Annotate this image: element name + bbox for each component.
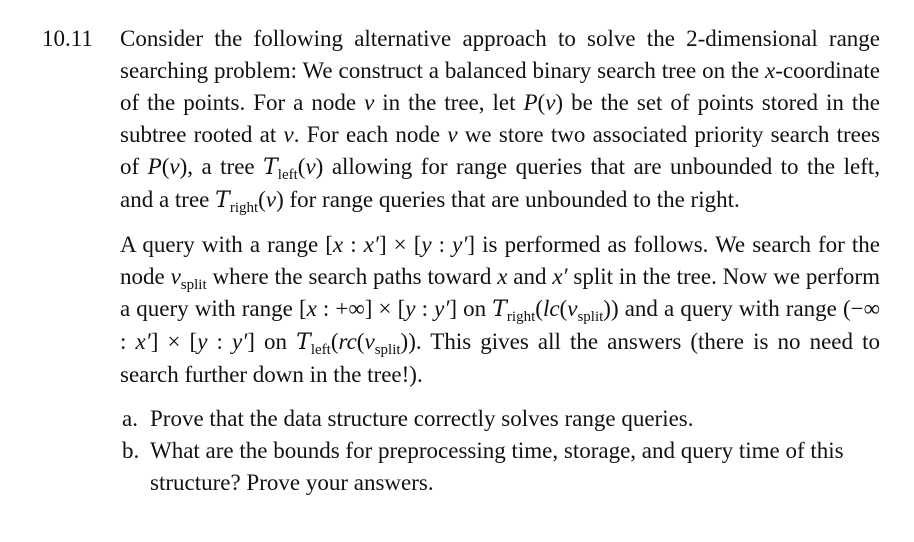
- para2-math-symbol: y: [197, 329, 208, 354]
- para1-text-run: (: [297, 154, 306, 179]
- para2-math-symbol: y: [405, 296, 416, 321]
- para1-text-run: ): [315, 154, 324, 179]
- para2-text-run: and a query with range (−∞ :: [120, 296, 880, 354]
- para2-text-run: (: [330, 329, 339, 354]
- para1-text-run: (: [537, 90, 546, 115]
- para1-text-run: Consider the following alternative approach to solve the 2-dimensional range searching problem: We construct a balanced binary search tree on the: [120, 26, 880, 83]
- para2-text-run: ]: [449, 296, 458, 321]
- para2-text-run: ]: [247, 329, 255, 354]
- para1-text-run: (: [258, 187, 266, 212]
- para1-tree-symbol: T: [215, 188, 230, 213]
- para2-subscript: left: [310, 342, 331, 358]
- para2-text-run: (: [559, 296, 568, 321]
- para2-math-symbol: ν: [364, 329, 375, 354]
- exercise-paragraph-2: [120, 229, 880, 391]
- para2-text-run: A query with a range [: [120, 232, 333, 257]
- para2-text-run: where the search paths toward: [206, 264, 498, 289]
- para2-tree-symbol: T: [296, 330, 311, 355]
- para2-math-symbol: y′: [452, 232, 468, 257]
- para2-text-run: (: [535, 296, 543, 321]
- para1-math-symbol: ν: [305, 154, 316, 179]
- para2-text-run: :: [343, 232, 364, 257]
- para2-math-symbol: y′: [434, 296, 450, 321]
- para2-text-run: : +∞] × [: [316, 296, 406, 321]
- exercise-body: [120, 23, 880, 499]
- para2-text-run: . This gives all the answers (there is no need to search further down in the tree!).: [120, 329, 881, 387]
- para1-text-run: we store two associated priority search trees of: [120, 122, 881, 179]
- para2-text-run: on: [457, 296, 493, 321]
- para1-math-symbol: ν: [169, 154, 180, 179]
- item-label: a.: [122, 406, 138, 431]
- para1-text-run: . For each node: [293, 122, 448, 147]
- para1-tree-symbol: T: [263, 155, 278, 180]
- para2-subscript: split: [577, 309, 604, 325]
- para2-tree-symbol: T: [492, 297, 507, 322]
- para2-text-run: split in the tree. Now we perform a query with range [: [120, 264, 880, 321]
- para2-math-symbol: x: [332, 232, 344, 257]
- para2-text-run: :: [207, 329, 233, 354]
- para2-math-symbol: x′: [135, 329, 151, 354]
- para1-text-run: in the tree, let: [374, 90, 524, 115]
- para2-text-run: and: [507, 264, 553, 289]
- para2-text-run: :: [431, 232, 453, 257]
- para1-math-symbol: ν: [364, 90, 375, 115]
- para1-math-symbol: P: [147, 154, 162, 179]
- exercise-number: 10.11: [42, 26, 93, 51]
- para1-math-symbol: x: [765, 58, 776, 83]
- para2-math-symbol: x′: [363, 232, 379, 257]
- para1-math-symbol: ν: [283, 122, 294, 147]
- para2-text-run: )): [400, 329, 416, 354]
- exercise-paragraph-1: [120, 23, 880, 217]
- para2-math-symbol: y: [421, 232, 432, 257]
- para2-math-symbol: rc: [338, 329, 357, 354]
- para1-text-run: be the set of points stored in the subtree rooted at: [120, 90, 880, 147]
- para1-math-symbol: ν: [447, 122, 458, 147]
- para1-math-symbol: ν: [265, 187, 277, 212]
- para1-text-run: -coordinate of the points. For a node: [120, 58, 880, 115]
- para2-text-run: :: [415, 296, 435, 321]
- para2-math-symbol: ν: [567, 296, 578, 321]
- para2-text-run: ] × [: [150, 329, 198, 354]
- item-text: What are the bounds for preprocessing time, storage, and query time of this structure? Prove your answers.: [150, 438, 844, 495]
- para2-math-symbol: y′: [232, 329, 248, 354]
- para1-text-run: (: [161, 154, 170, 179]
- item-label: b.: [122, 438, 140, 463]
- para2-subscript: split: [180, 277, 207, 293]
- exercise-item-a: [120, 403, 880, 435]
- para1-text-run: ): [276, 187, 284, 212]
- para2-text-run: on: [254, 329, 297, 354]
- para2-math-symbol: lc: [542, 296, 560, 321]
- para2-text-run: ]: [467, 232, 476, 257]
- para1-math-symbol: ν: [545, 90, 556, 115]
- para2-text-run: )): [603, 296, 619, 321]
- para2-text-run: (: [356, 329, 365, 354]
- para2-subscript: right: [506, 309, 536, 325]
- para2-math-symbol: x: [497, 264, 508, 289]
- exercise-item-b: [120, 435, 880, 499]
- para1-subscript: left: [277, 167, 298, 183]
- para1-subscript: right: [229, 200, 259, 216]
- para2-math-symbol: x′: [552, 264, 568, 289]
- para1-text-run: allowing for range queries that are unbounded to the left, and a tree: [120, 154, 880, 212]
- exercise-items: [120, 403, 880, 499]
- para1-text-run: for range queries that are unbounded to the right.: [283, 187, 740, 212]
- para2-math-symbol: x: [306, 296, 317, 321]
- para2-math-symbol: ν: [170, 264, 181, 289]
- para1-text-run: ), a tree: [179, 154, 264, 179]
- para2-subscript: split: [374, 342, 401, 358]
- para2-text-run: ] × [: [378, 232, 422, 257]
- para1-math-symbol: P: [523, 90, 538, 115]
- para2-text-run: is performed as follows. We search for the node: [120, 232, 881, 289]
- item-text: Prove that the data structure correctly solves range queries.: [150, 406, 694, 431]
- para1-text-run: ): [555, 90, 564, 115]
